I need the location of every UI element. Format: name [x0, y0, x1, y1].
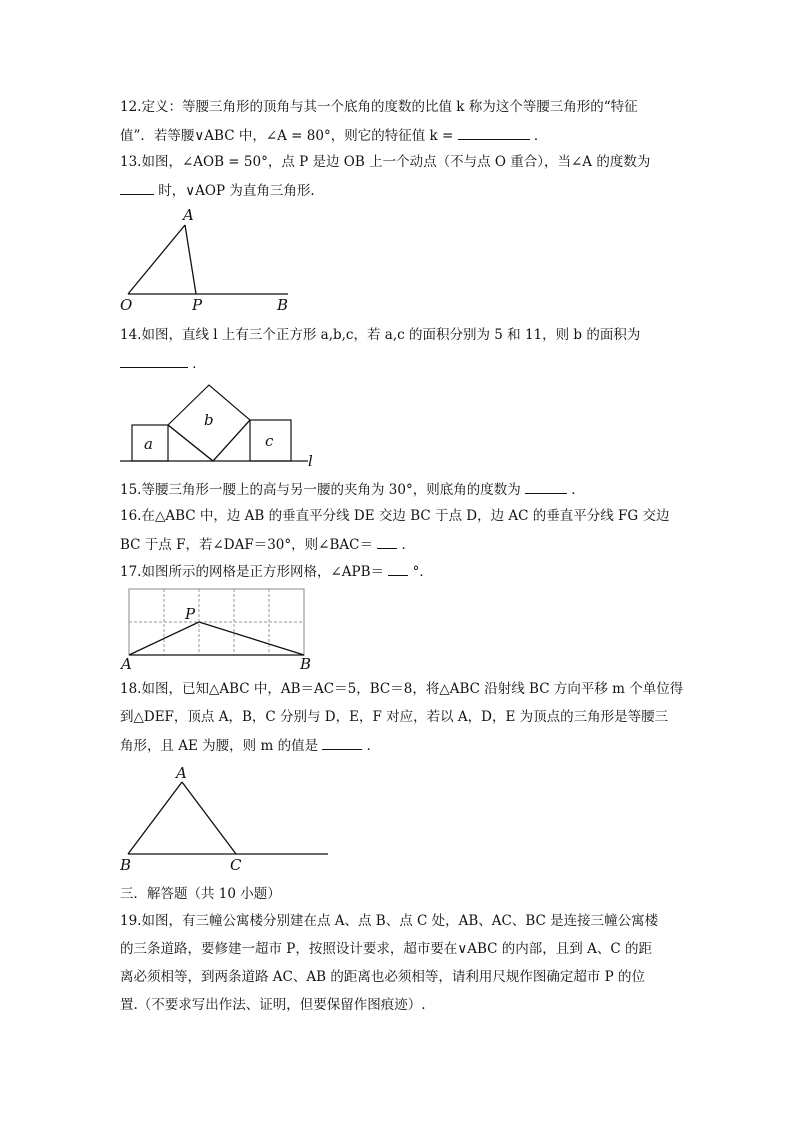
q12-line1: 12.定义：等腰三角形的顶角与其一个底角的度数的比值 k 称为这个等腰三角形的“特征 [120, 99, 638, 115]
q13-figure [110, 200, 310, 315]
q15-answer-blank [525, 480, 567, 494]
q14-label-b: b [204, 411, 214, 429]
q17-answer-blank [388, 562, 408, 576]
q14-label-a: a [144, 435, 153, 453]
q18-label-b: B [120, 856, 132, 874]
q19-line1: 19.如图，有三幢公寓楼分别建在点 A、点 B、点 C 处，AB、AC、BC 是连接三幢公寓楼 [120, 913, 659, 929]
q12-answer-blank [458, 126, 530, 140]
q13-segment-ap [185, 225, 196, 294]
q15-text: 15.等腰三角形一腰上的高与另一腰的夹角为 30°，则底角的度数为 [120, 482, 521, 498]
q18-line3-text: 角形，且 AE 为腰，则 m 的值是 [120, 738, 319, 754]
q14-line1: 14.如图，直线 l 上有三个正方形 a,b,c，若 a,c 的面积分别为 5 和 11，则 b 的面积为 [120, 327, 641, 343]
q14-figure [110, 375, 330, 475]
q13-line2-text: 时，∨AOP 为直角三角形. [158, 183, 315, 199]
q15-line [120, 480, 585, 499]
q13-label-p: P [192, 296, 203, 314]
q14-tri-right [213, 420, 250, 461]
q14-line2 [120, 354, 206, 373]
q18-end: ． [366, 738, 381, 754]
q18-line2: 到△DEF，顶点 A，B，C 分别与 D，E，F 对应，若以 A，D，E 为顶点的三角形是等腰三 [120, 709, 669, 725]
q12-end: ． [533, 128, 548, 144]
q14-label-l: l [308, 452, 313, 470]
q17-segment-pb [199, 622, 304, 655]
q17-text: 17.如图所示的网格是正方形网格，∠APB＝ [120, 564, 385, 580]
q18-figure [110, 762, 340, 877]
q13-segment-oa [128, 225, 185, 294]
q18-answer-blank [322, 736, 362, 750]
q17-figure [118, 585, 318, 675]
q19-line2: 的三条道路，要修建一超市 P，按照设计要求，超市要在∨ABC 的内部，且到 A、C 的距 [120, 941, 652, 957]
q18-line3 [120, 736, 380, 755]
q17-grid-inner [129, 589, 304, 655]
q17-line [120, 562, 433, 581]
q16-line2 [120, 535, 415, 554]
q17-label-a: A [121, 655, 132, 673]
q12-line2-text: 值”．若等腰∨ABC 中，∠A = 80°，则它的特征值 k = [120, 128, 454, 144]
q18-line1: 18.如图，已知△ABC 中，AB＝AC＝5，BC＝8，将△ABC 沿射线 BC 方向平移 m 个单位得 [120, 681, 684, 697]
q17-label-p: P [185, 605, 196, 623]
q18-segment-ac [182, 782, 236, 854]
q13-label-b: B [277, 296, 289, 314]
q17-label-b: B [300, 655, 312, 673]
q12-line2 [120, 126, 547, 145]
q18-segment-ba [128, 782, 182, 854]
q14-end: ． [192, 356, 206, 372]
q14-tri-left [168, 425, 213, 461]
q13-line1: 13.如图，∠AOB = 50°，点 P 是边 OB 上一个动点（不与点 O 重合），当∠A 的度数为 [120, 154, 651, 170]
q13-line2 [120, 181, 315, 200]
q15-end: ． [571, 482, 585, 498]
q16-line1: 16.在△ABC 中，边 AB 的垂直平分线 DE 交边 BC 于点 D，边 AC 的垂直平分线 FG 交边 [120, 508, 670, 524]
q19-line3: 离必须相等，到两条道路 AC、AB 的距离也必须相等，请利用尺规作图确定超市 P 的位 [120, 969, 645, 985]
q16-line2-text: BC 于点 F，若∠DAF＝30°，则∠BAC＝ [120, 537, 373, 553]
q16-end: ． [401, 537, 416, 553]
q18-label-a: A [176, 764, 187, 782]
q18-label-c: C [230, 856, 242, 874]
q14-label-c: c [265, 432, 274, 450]
q16-answer-blank [377, 535, 397, 549]
q13-answer-blank [120, 181, 154, 195]
q14-answer-blank [120, 354, 188, 368]
section-heading: 三．解答题（共 10 小题） [120, 886, 281, 902]
q19-line4: 置.（不要求写出作法、证明，但要保留作图痕迹）. [120, 997, 426, 1013]
q13-label-o: O [120, 296, 133, 314]
q17-end: °． [412, 564, 433, 580]
q13-label-a: A [183, 206, 194, 224]
